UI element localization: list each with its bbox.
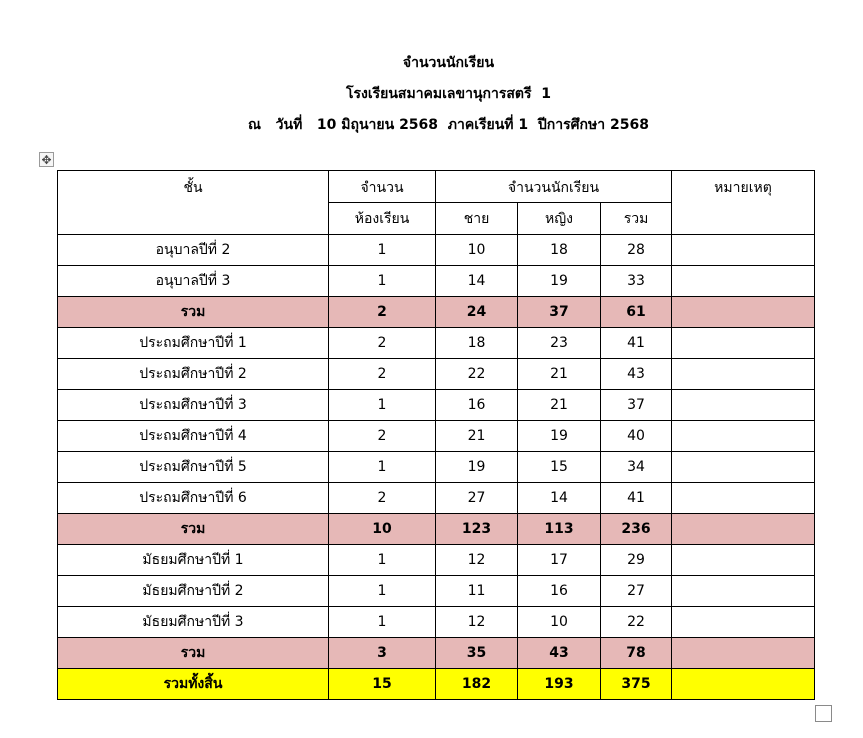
row-label: ประถมศึกษาปีที่ 6	[58, 483, 329, 514]
table-row	[58, 452, 815, 483]
remark-cell	[672, 235, 815, 266]
rooms-cell: 2	[329, 483, 436, 514]
rooms-cell: 1	[329, 607, 436, 638]
female-cell: 193	[518, 669, 601, 700]
rooms-cell: 10	[329, 514, 436, 545]
total-cell: 41	[601, 328, 672, 359]
move-handle-icon[interactable]: ✥	[39, 152, 54, 167]
male-cell: 10	[436, 235, 518, 266]
total-cell: 29	[601, 545, 672, 576]
row-label: มัธยมศึกษาปีที่ 1	[58, 545, 329, 576]
female-cell: 43	[518, 638, 601, 669]
table-row	[58, 235, 815, 266]
document-title: จำนวนนักเรียน	[402, 55, 495, 71]
rooms-header-line1: จำนวน	[329, 171, 436, 203]
subtotal-row	[58, 514, 815, 545]
total-cell: 41	[601, 483, 672, 514]
male-cell: 21	[436, 421, 518, 452]
row-label: ประถมศึกษาปีที่ 4	[58, 421, 329, 452]
rooms-cell: 1	[329, 390, 436, 421]
remark-cell	[672, 328, 815, 359]
table-row	[58, 359, 815, 390]
male-cell: 22	[436, 359, 518, 390]
row-label: มัธยมศึกษาปีที่ 3	[58, 607, 329, 638]
remark-header: หมายเหตุ	[672, 171, 815, 235]
total-cell: 40	[601, 421, 672, 452]
remark-cell	[672, 390, 815, 421]
remark-cell	[672, 669, 815, 700]
female-cell: 21	[518, 390, 601, 421]
row-label: รวม	[58, 638, 329, 669]
female-cell: 37	[518, 297, 601, 328]
male-cell: 12	[436, 545, 518, 576]
school-name: โรงเรียนสมาคมเลขานุการสตรี 1	[345, 86, 552, 102]
remark-cell	[672, 483, 815, 514]
remark-cell	[672, 421, 815, 452]
table-row	[58, 328, 815, 359]
table-row	[58, 483, 815, 514]
female-cell: 21	[518, 359, 601, 390]
row-label: ประถมศึกษาปีที่ 2	[58, 359, 329, 390]
male-cell: 24	[436, 297, 518, 328]
female-cell: 17	[518, 545, 601, 576]
table-row	[58, 545, 815, 576]
total-cell: 34	[601, 452, 672, 483]
remark-cell	[672, 359, 815, 390]
row-label: อนุบาลปีที่ 3	[58, 266, 329, 297]
female-cell: 14	[518, 483, 601, 514]
row-label: มัธยมศึกษาปีที่ 2	[58, 576, 329, 607]
total-cell: 37	[601, 390, 672, 421]
students-header: จำนวนนักเรียน	[436, 171, 672, 203]
remark-cell	[672, 452, 815, 483]
total-cell: 61	[601, 297, 672, 328]
female-cell: 23	[518, 328, 601, 359]
female-cell: 19	[518, 421, 601, 452]
female-cell: 18	[518, 235, 601, 266]
male-cell: 123	[436, 514, 518, 545]
male-cell: 27	[436, 483, 518, 514]
row-label: รวมทั้งสิ้น	[58, 669, 329, 700]
female-header: หญิง	[518, 203, 601, 235]
rooms-cell: 15	[329, 669, 436, 700]
total-cell: 33	[601, 266, 672, 297]
male-cell: 11	[436, 576, 518, 607]
rooms-header-line2: ห้องเรียน	[329, 203, 436, 235]
rooms-cell: 3	[329, 638, 436, 669]
subtotal-row	[58, 297, 815, 328]
remark-cell	[672, 545, 815, 576]
male-cell: 18	[436, 328, 518, 359]
male-cell: 182	[436, 669, 518, 700]
row-label: ประถมศึกษาปีที่ 1	[58, 328, 329, 359]
rooms-cell: 1	[329, 266, 436, 297]
student-count-table	[57, 170, 815, 700]
rooms-cell: 2	[329, 421, 436, 452]
remark-cell	[672, 297, 815, 328]
row-label: ประถมศึกษาปีที่ 3	[58, 390, 329, 421]
male-cell: 35	[436, 638, 518, 669]
rooms-cell: 2	[329, 297, 436, 328]
male-cell: 16	[436, 390, 518, 421]
grand-total-row	[58, 669, 815, 700]
table-row	[58, 266, 815, 297]
total-cell: 78	[601, 638, 672, 669]
grade-header: ชั้น	[58, 171, 329, 235]
rooms-cell: 1	[329, 452, 436, 483]
total-header: รวม	[601, 203, 672, 235]
remark-cell	[672, 607, 815, 638]
resize-handle-icon[interactable]	[815, 705, 832, 722]
male-cell: 14	[436, 266, 518, 297]
row-label: รวม	[58, 297, 329, 328]
table-row	[58, 576, 815, 607]
total-cell: 22	[601, 607, 672, 638]
table-row	[58, 607, 815, 638]
female-cell: 19	[518, 266, 601, 297]
row-label: ประถมศึกษาปีที่ 5	[58, 452, 329, 483]
rooms-cell: 1	[329, 576, 436, 607]
rooms-cell: 1	[329, 545, 436, 576]
row-label: อนุบาลปีที่ 2	[58, 235, 329, 266]
remark-cell	[672, 266, 815, 297]
remark-cell	[672, 514, 815, 545]
total-cell: 375	[601, 669, 672, 700]
total-cell: 28	[601, 235, 672, 266]
female-cell: 16	[518, 576, 601, 607]
male-header: ชาย	[436, 203, 518, 235]
rooms-cell: 1	[329, 235, 436, 266]
table-row	[58, 421, 815, 452]
date-line: ณ วันที่ 10 มิถุนายน 2568 ภาคเรียนที่ 1 ปีการศึกษา 2568	[248, 117, 649, 133]
total-cell: 27	[601, 576, 672, 607]
female-cell: 10	[518, 607, 601, 638]
remark-cell	[672, 638, 815, 669]
header-row	[58, 171, 815, 203]
male-cell: 19	[436, 452, 518, 483]
subtotal-row	[58, 638, 815, 669]
rooms-cell: 2	[329, 328, 436, 359]
female-cell: 15	[518, 452, 601, 483]
row-label: รวม	[58, 514, 329, 545]
remark-cell	[672, 576, 815, 607]
table-row	[58, 390, 815, 421]
rooms-cell: 2	[329, 359, 436, 390]
female-cell: 113	[518, 514, 601, 545]
total-cell: 43	[601, 359, 672, 390]
total-cell: 236	[601, 514, 672, 545]
male-cell: 12	[436, 607, 518, 638]
